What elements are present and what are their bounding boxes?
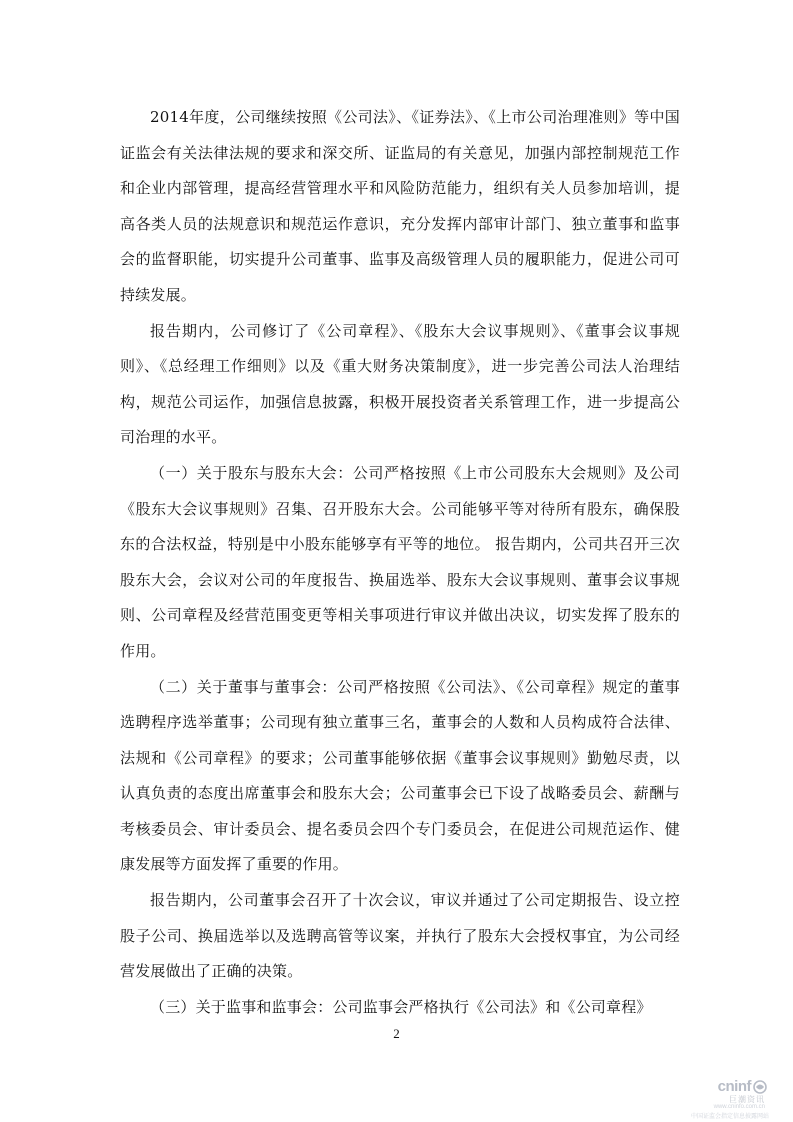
watermark-brand: cninf (717, 1078, 751, 1095)
paragraph-board-meetings: 报告期内，公司董事会召开了十次会议，审议并通过了公司定期报告、设立控股子公司、换届选举以及选聘高管等议案，并执行了股东大会授权事宜，为公司经营发展做出了正确的决策。 (120, 891, 680, 981)
cninfo-swirl-icon (753, 1080, 767, 1094)
watermark-org: 中国证监会指定信息披露网站 (690, 1113, 769, 1120)
cninfo-watermark (663, 1078, 773, 1118)
paragraph-shareholders-meeting: （一）关于股东与股东大会：公司严格按照《上市公司股东大会规则》及公司《股东大会议事规则》召集、召开股东大会。公司能够平等对待所有股东，确保股东的合法权益，特别是中小股东能够享有平等的地位。 报告期内，公司共召开三次股东大会，会议对公司的年度报告、换届选举、股东大会议事规则、董事会议事规则、公司章程及经营范围变更等相关事项进行审议并做出决议，切实发挥了股东的作用。 (120, 463, 680, 660)
document-body (120, 100, 680, 1025)
watermark-url: www.cninfo.com.cn (713, 1104, 765, 1110)
paragraph-governance-overview: 2014年度，公司继续按照《公司法》、《证券法》、《上市公司治理准则》等中国证监会有关法律法规的要求和深交所、证监局的有关意见，加强内部控制规范工作和企业内部管理，提高经营管理水平和风险防范能力，组织有关人员参加培训，提高各类人员的法规意识和规范运作意识，充分发挥内部审计部门、独立董事和监事会的监督职能，切实提升公司董事、监事及高级管理人员的履职能力，促进公司可持续发展。 (120, 108, 680, 304)
paragraph-rules-revision: 报告期内，公司修订了《公司章程》、《股东大会议事规则》、《董事会议事规则》、《总经理工作细则》以及《重大财务决策制度》，进一步完善公司法人治理结构，规范公司运作，加强信息披露，积极开展投资者关系管理工作，进一步提高公司治理的水平。 (120, 321, 680, 447)
page-number: 2 (393, 1026, 400, 1041)
paragraph-supervisory-board: （三）关于监事和监事会：公司监事会严格执行《公司法》和《公司章程》 (150, 997, 652, 1016)
watermark-logo (718, 1078, 767, 1095)
paragraph-board-of-directors: （二）关于董事与董事会：公司严格按照《公司法》、《公司章程》规定的董事选聘程序选举董事；公司现有独立董事三名，董事会的人数和人员构成符合法律、法规和《公司章程》的要求；公司董事能够依据《董事会议事规则》勤勉尽责，以认真负责的态度出席董事会和股东大会；公司董事会已下设了战略委员会、薪酬与考核委员会、审计委员会、提名委员会四个专门委员会，在促进公司规范运作、健康发展等方面发挥了重要的作用。 (120, 677, 680, 874)
watermark-chinese-name: 巨潮资讯 (729, 1095, 765, 1104)
